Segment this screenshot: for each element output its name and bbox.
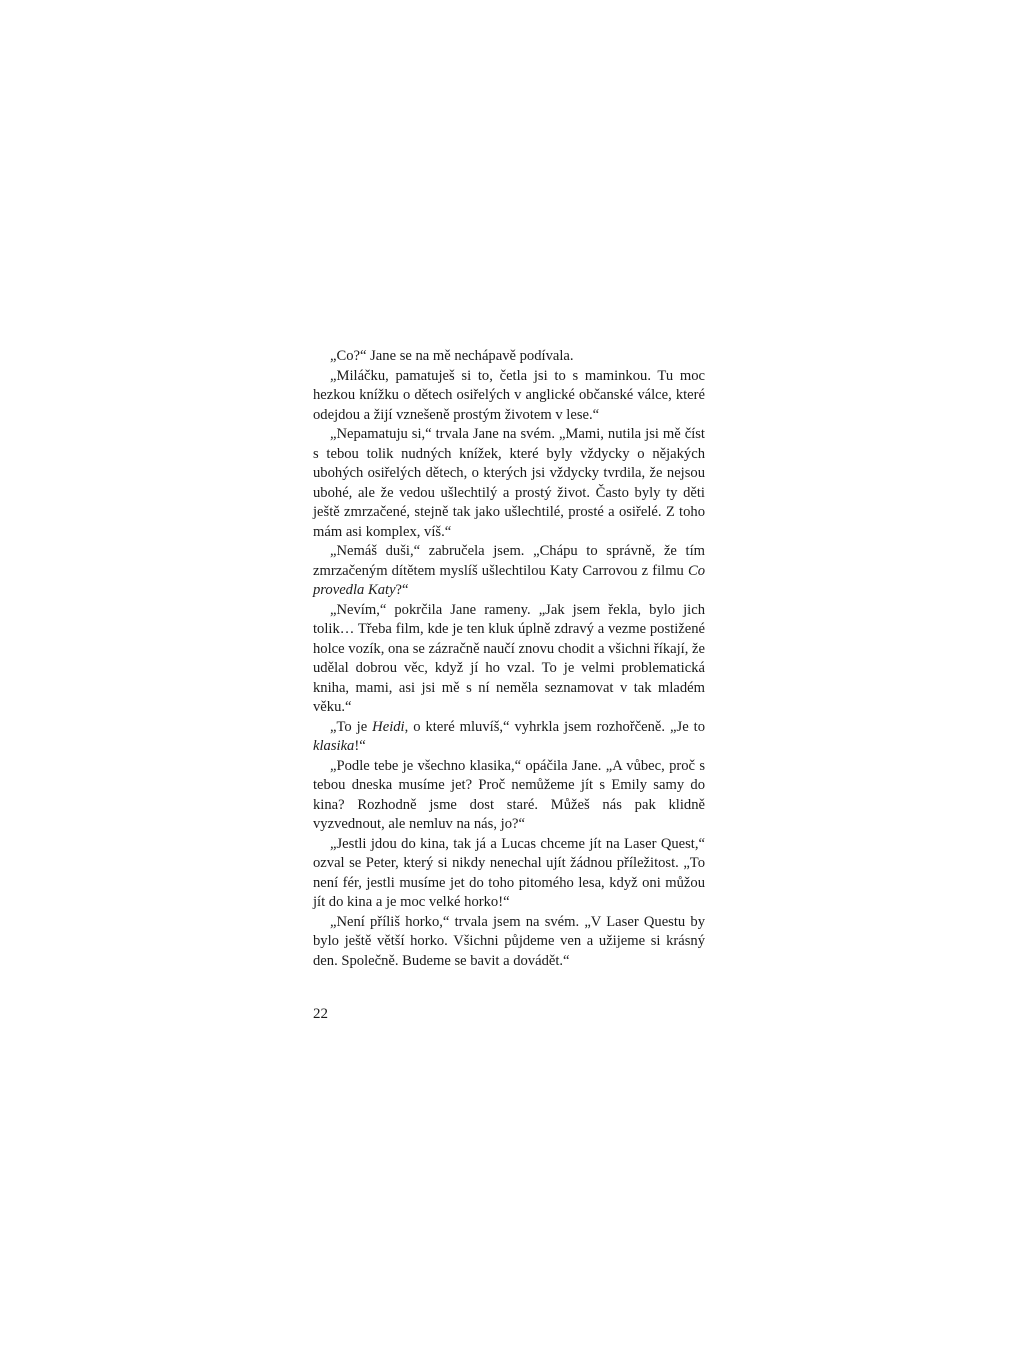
paragraph [313, 601, 705, 718]
text-run: , o které mluvíš,“ vyhrkla jsem rozhořčeně. „Je to [404, 718, 705, 735]
page-number: 22 [313, 1006, 328, 1022]
body-text [313, 347, 705, 971]
paragraph [313, 367, 705, 426]
text-run: „Co?“ Jane se na mě nechápavě podívala. [330, 348, 574, 364]
paragraph [313, 347, 705, 367]
paragraph [313, 425, 705, 542]
paragraph [313, 542, 705, 601]
paragraph [313, 913, 705, 972]
italic-title: klasika [313, 738, 355, 754]
text-run: „Nepamatuju si,“ trvala Jane na svém. „Mami, nutila jsi mě číst s tebou tolik nudných knížek, které byly vždycky o nějakých ubohých osiřelých dětech, o kterých jsi vždycky tvrdila, že nejsou ubohé, ale že vedou ušlechtilý a prostý život. Často byly ty děti ještě zmrzačené, stejně tak jako ušlechtilé, prosté a osiřelé. Z toho mám asi komplex, víš.“ [313, 426, 705, 540]
text-run: „Jestli jdou do kina, tak já a Lucas chceme jít na Laser Quest,“ ozval se Peter, který si nikdy nenechal ujít žádnou příležitost. „To není fér, jestli musíme jet do toho pitomého lesa, když oni můžou jít do kina a je moc velké horko!“ [313, 835, 705, 910]
text-run: „Není příliš horko,“ trvala jsem na svém. „V Laser Questu by bylo ještě větší horko. Všichni půjdeme ven a užijeme si krásný den. Společně. Budeme se bavit a dovádět.“ [313, 913, 705, 969]
text-run: „Nemáš duši,“ zabručela jsem. „Chápu to správně, že tím zmrzačeným dítětem myslíš ušlechtilou Katy Carrovou z filmu [313, 543, 705, 579]
text-run: „Podle tebe je všechno klasika,“ opáčila Jane. „A vůbec, proč s tebou dneska musíme jet? Proč nemůžeme jít s Emily samy do kina? Rozhodně jsme dost staré. Můžeš nás pak klidně vyzvednout, ale nemluv na nás, jo?“ [313, 757, 705, 832]
paragraph [313, 835, 705, 913]
text-run: „To je [330, 718, 373, 735]
italic-title: Heidi [372, 718, 405, 735]
text-run: „Miláčku, pamatuješ si to, četla jsi to s maminkou. Tu moc hezkou knížku o dětech osiřelých v anglické občanské válce, které odejdou a žijí vznešeně prostým životem v lese.“ [313, 367, 705, 423]
text-run: !“ [354, 738, 366, 754]
text-run: „Nevím,“ pokrčila Jane rameny. „Jak jsem řekla, bylo jich tolik… Třeba film, kde je ten kluk úplně zdravý a vezme postižené holce vozík, ona se zázračně naučí znovu chodit a všichni říkají, že udělal dobrou věc, když jí ho vzal. To je velmi problematická kniha, mami, asi jsi mě s ní neměla seznamovat v tak mladém věku.“ [313, 601, 705, 715]
italic-title: Co provedla Katy [313, 562, 705, 598]
text-run: ?“ [395, 582, 409, 598]
paragraph [313, 757, 705, 835]
paragraph [313, 718, 705, 757]
